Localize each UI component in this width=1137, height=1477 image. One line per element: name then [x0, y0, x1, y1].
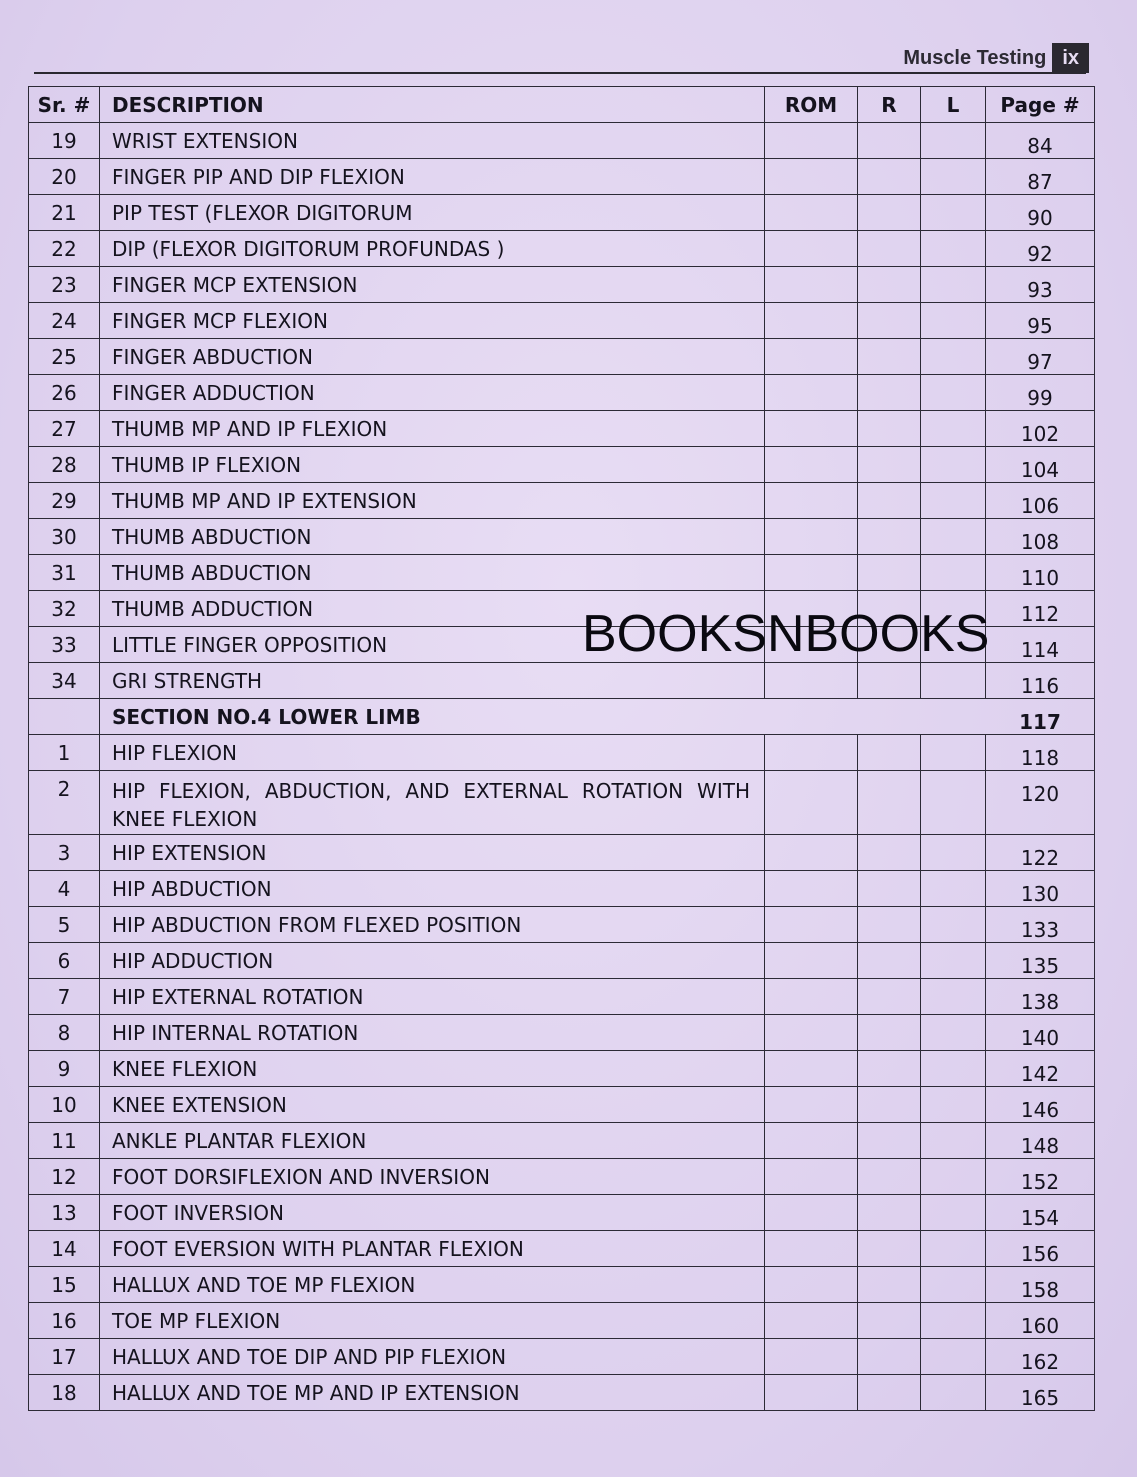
row-r-cell: [858, 1087, 921, 1123]
row-sr: 6: [29, 943, 100, 979]
row-page: [986, 907, 1095, 943]
row-page: [986, 835, 1095, 871]
row-r-cell: [858, 1159, 921, 1195]
row-page-number: 110: [1020, 565, 1060, 590]
table-row: [29, 447, 1095, 483]
row-page: [986, 943, 1095, 979]
row-description: WRIST EXTENSION: [100, 123, 765, 159]
row-description: FOOT INVERSION: [100, 1195, 765, 1231]
row-sr: 7: [29, 979, 100, 1015]
row-l-cell: [921, 1087, 986, 1123]
table-row: [29, 871, 1095, 907]
row-rom-cell: [765, 1267, 858, 1303]
row-r-cell: [858, 519, 921, 555]
row-page-number: 108: [1020, 529, 1060, 554]
row-page: [986, 1087, 1095, 1123]
row-rom-cell: [765, 735, 858, 771]
row-page: [986, 1051, 1095, 1087]
table-row: [29, 591, 1095, 627]
row-l-cell: [921, 771, 986, 835]
table-row: [29, 1087, 1095, 1123]
row-page: [986, 1159, 1095, 1195]
row-page-number: 112: [1020, 601, 1060, 626]
table-row: [29, 303, 1095, 339]
row-rom-cell: [765, 159, 858, 195]
row-description: FOOT DORSIFLEXION AND INVERSION: [100, 1159, 765, 1195]
row-l-cell: [921, 1303, 986, 1339]
row-r-cell: [858, 267, 921, 303]
row-l-cell: [921, 663, 986, 699]
row-rom-cell: [765, 195, 858, 231]
row-sr: 15: [29, 1267, 100, 1303]
row-sr: 19: [29, 123, 100, 159]
row-rom-cell: [765, 771, 858, 835]
row-l-cell: [921, 979, 986, 1015]
row-l-cell: [921, 627, 986, 663]
row-l-cell: [921, 339, 986, 375]
row-page: [986, 871, 1095, 907]
row-sr: 8: [29, 1015, 100, 1051]
row-sr: 34: [29, 663, 100, 699]
table-row: [29, 339, 1095, 375]
table-row: [29, 943, 1095, 979]
row-sr: 12: [29, 1159, 100, 1195]
section-page: [986, 699, 1095, 735]
row-l-cell: [921, 1339, 986, 1375]
row-sr: 30: [29, 519, 100, 555]
row-sr: 26: [29, 375, 100, 411]
row-page-number: 130: [1020, 881, 1060, 906]
table-row: [29, 735, 1095, 771]
row-page-number: 146: [1020, 1097, 1060, 1122]
table-body: [29, 123, 1095, 1411]
column-header-r: R: [858, 87, 921, 123]
row-l-cell: [921, 907, 986, 943]
row-page: [986, 483, 1095, 519]
row-l-cell: [921, 1159, 986, 1195]
row-r-cell: [858, 447, 921, 483]
row-page-number: 90: [1027, 205, 1053, 230]
row-l-cell: [921, 195, 986, 231]
row-rom-cell: [765, 627, 858, 663]
row-page-number: 102: [1020, 421, 1060, 446]
row-r-cell: [858, 1303, 921, 1339]
row-r-cell: [858, 979, 921, 1015]
row-page-number: 140: [1020, 1025, 1060, 1050]
row-r-cell: [858, 1123, 921, 1159]
row-l-cell: [921, 591, 986, 627]
row-page: [986, 123, 1095, 159]
row-page-number: 104: [1020, 457, 1060, 482]
row-page: [986, 1195, 1095, 1231]
row-sr: 28: [29, 447, 100, 483]
table-row: [29, 555, 1095, 591]
table-row: [29, 1303, 1095, 1339]
row-r-cell: [858, 735, 921, 771]
row-description: THUMB ABDUCTION: [100, 555, 765, 591]
row-page-number: 142: [1020, 1061, 1060, 1086]
table-row: [29, 627, 1095, 663]
row-sr: 13: [29, 1195, 100, 1231]
row-description: TOE MP FLEXION: [100, 1303, 765, 1339]
row-rom-cell: [765, 267, 858, 303]
row-page: [986, 663, 1095, 699]
row-rom-cell: [765, 1195, 858, 1231]
row-l-cell: [921, 267, 986, 303]
row-sr: 31: [29, 555, 100, 591]
row-l-cell: [921, 303, 986, 339]
row-description: HALLUX AND TOE DIP AND PIP FLEXION: [100, 1339, 765, 1375]
row-page-number: 165: [1020, 1385, 1060, 1410]
row-l-cell: [921, 1015, 986, 1051]
table-row: [29, 375, 1095, 411]
row-rom-cell: [765, 1087, 858, 1123]
running-header: [903, 44, 1089, 72]
row-l-cell: [921, 835, 986, 871]
row-page-number: 84: [1027, 133, 1053, 158]
row-page: [986, 1123, 1095, 1159]
row-l-cell: [921, 1267, 986, 1303]
table-row: [29, 519, 1095, 555]
row-l-cell: [921, 1195, 986, 1231]
row-page: [986, 627, 1095, 663]
table-row: [29, 835, 1095, 871]
row-l-cell: [921, 483, 986, 519]
table-row: [29, 1267, 1095, 1303]
row-rom-cell: [765, 1051, 858, 1087]
row-page-number: 99: [1027, 385, 1053, 410]
table-row: [29, 159, 1095, 195]
row-rom-cell: [765, 1231, 858, 1267]
row-description: FINGER ADDUCTION: [100, 375, 765, 411]
table-row: [29, 1339, 1095, 1375]
row-sr: 25: [29, 339, 100, 375]
table-row: [29, 1159, 1095, 1195]
row-page: [986, 1339, 1095, 1375]
row-rom-cell: [765, 871, 858, 907]
contents-table: [28, 86, 1095, 1411]
row-page-number: 138: [1020, 989, 1060, 1014]
row-description: HIP INTERNAL ROTATION: [100, 1015, 765, 1051]
row-page-number: 118: [1020, 745, 1060, 770]
row-page-number: 154: [1020, 1205, 1060, 1230]
row-page-number: 133: [1020, 917, 1060, 942]
row-page-number: 135: [1020, 953, 1060, 978]
row-rom-cell: [765, 1303, 858, 1339]
row-description: HIP ADDUCTION: [100, 943, 765, 979]
row-rom-cell: [765, 1375, 858, 1411]
row-l-cell: [921, 1123, 986, 1159]
row-page: [986, 979, 1095, 1015]
row-page: [986, 1231, 1095, 1267]
row-sr: 16: [29, 1303, 100, 1339]
row-r-cell: [858, 1267, 921, 1303]
section-page-number: 117: [1019, 709, 1061, 734]
row-page: [986, 231, 1095, 267]
column-header-description: DESCRIPTION: [100, 87, 765, 123]
section-title: SECTION NO.4 LOWER LIMB: [100, 699, 986, 735]
row-description: FOOT EVERSION WITH PLANTAR FLEXION: [100, 1231, 765, 1267]
column-header-rom: ROM: [765, 87, 858, 123]
row-l-cell: [921, 411, 986, 447]
row-page-number: 162: [1020, 1349, 1060, 1374]
row-l-cell: [921, 1231, 986, 1267]
row-sr: 23: [29, 267, 100, 303]
row-r-cell: [858, 303, 921, 339]
row-r-cell: [858, 1375, 921, 1411]
row-page: [986, 375, 1095, 411]
row-l-cell: [921, 123, 986, 159]
row-description: FINGER MCP FLEXION: [100, 303, 765, 339]
row-page: [986, 447, 1095, 483]
row-page-number: 114: [1020, 637, 1060, 662]
table-row: [29, 1195, 1095, 1231]
table-row: [29, 231, 1095, 267]
row-sr: 33: [29, 627, 100, 663]
row-description: HIP FLEXION, ABDUCTION, AND EXTERNAL ROTATION WITH KNEE FLEXION: [100, 771, 765, 835]
row-description: ANKLE PLANTAR FLEXION: [100, 1123, 765, 1159]
row-page-number: 158: [1020, 1277, 1060, 1302]
row-sr: 27: [29, 411, 100, 447]
row-description: HIP FLEXION: [100, 735, 765, 771]
row-page-number: 93: [1027, 277, 1053, 302]
row-l-cell: [921, 447, 986, 483]
row-rom-cell: [765, 835, 858, 871]
row-rom-cell: [765, 519, 858, 555]
row-rom-cell: [765, 1339, 858, 1375]
watermark: BOOKSNBOOKS: [582, 605, 990, 663]
row-l-cell: [921, 735, 986, 771]
row-page: [986, 303, 1095, 339]
row-description: THUMB ABDUCTION: [100, 519, 765, 555]
row-description: KNEE FLEXION: [100, 1051, 765, 1087]
column-header-page: Page #: [986, 87, 1095, 123]
row-r-cell: [858, 483, 921, 519]
row-description: DIP (FLEXOR DIGITORUM PROFUNDAS ): [100, 231, 765, 267]
table-row: [29, 1123, 1095, 1159]
row-rom-cell: [765, 591, 858, 627]
row-rom-cell: [765, 907, 858, 943]
row-sr: 4: [29, 871, 100, 907]
row-description: FINGER MCP EXTENSION: [100, 267, 765, 303]
table-row: [29, 979, 1095, 1015]
row-page: [986, 411, 1095, 447]
row-sr: 32: [29, 591, 100, 627]
row-page: [986, 1375, 1095, 1411]
row-r-cell: [858, 1051, 921, 1087]
row-page: [986, 591, 1095, 627]
row-page: [986, 1303, 1095, 1339]
row-rom-cell: [765, 303, 858, 339]
row-r-cell: [858, 195, 921, 231]
row-description: HIP EXTERNAL ROTATION: [100, 979, 765, 1015]
header-rule: [34, 72, 1086, 74]
row-rom-cell: [765, 1015, 858, 1051]
row-r-cell: [858, 663, 921, 699]
row-page: [986, 267, 1095, 303]
row-l-cell: [921, 1375, 986, 1411]
row-page: [986, 339, 1095, 375]
row-sr: 17: [29, 1339, 100, 1375]
row-description: KNEE EXTENSION: [100, 1087, 765, 1123]
row-sr: 21: [29, 195, 100, 231]
column-header-l: L: [921, 87, 986, 123]
row-r-cell: [858, 907, 921, 943]
section-sr-cell: [29, 699, 100, 735]
table-row: [29, 411, 1095, 447]
row-page-number: 122: [1020, 845, 1060, 870]
row-rom-cell: [765, 979, 858, 1015]
table-row: [29, 195, 1095, 231]
row-r-cell: [858, 943, 921, 979]
row-sr: 5: [29, 907, 100, 943]
row-rom-cell: [765, 555, 858, 591]
row-description: HIP ABDUCTION: [100, 871, 765, 907]
row-r-cell: [858, 591, 921, 627]
row-rom-cell: [765, 943, 858, 979]
row-r-cell: [858, 123, 921, 159]
row-r-cell: [858, 871, 921, 907]
row-rom-cell: [765, 483, 858, 519]
row-rom-cell: [765, 1159, 858, 1195]
row-sr: 3: [29, 835, 100, 871]
row-page: [986, 1267, 1095, 1303]
row-page-number: 160: [1020, 1313, 1060, 1338]
column-header-sr: Sr. #: [29, 87, 100, 123]
row-description: HIP ABDUCTION FROM FLEXED POSITION: [100, 907, 765, 943]
table-row: [29, 1015, 1095, 1051]
row-sr: 20: [29, 159, 100, 195]
row-page-number: 92: [1027, 241, 1053, 266]
table-row: [29, 483, 1095, 519]
row-page-number: 152: [1020, 1169, 1060, 1194]
row-page-number: 120: [1020, 782, 1060, 806]
section-row: [29, 699, 1095, 735]
row-sr: 2: [29, 771, 100, 835]
row-rom-cell: [765, 231, 858, 267]
row-sr: 9: [29, 1051, 100, 1087]
header-title: Muscle Testing: [903, 46, 1047, 69]
row-r-cell: [858, 1015, 921, 1051]
row-page: [986, 555, 1095, 591]
row-sr: 1: [29, 735, 100, 771]
row-r-cell: [858, 375, 921, 411]
table-header-row: [29, 87, 1095, 123]
row-r-cell: [858, 231, 921, 267]
row-l-cell: [921, 1051, 986, 1087]
row-r-cell: [858, 771, 921, 835]
row-description: PIP TEST (FLEXOR DIGITORUM: [100, 195, 765, 231]
row-page: [986, 771, 1095, 835]
row-r-cell: [858, 1231, 921, 1267]
row-l-cell: [921, 375, 986, 411]
row-sr: 29: [29, 483, 100, 519]
row-l-cell: [921, 943, 986, 979]
row-sr: 10: [29, 1087, 100, 1123]
row-sr: 24: [29, 303, 100, 339]
row-page-number: 87: [1027, 169, 1053, 194]
row-r-cell: [858, 411, 921, 447]
row-page: [986, 735, 1095, 771]
row-description: HALLUX AND TOE MP AND IP EXTENSION: [100, 1375, 765, 1411]
row-page-number: 106: [1020, 493, 1060, 518]
page-number-badge: ix: [1052, 43, 1089, 73]
row-sr: 11: [29, 1123, 100, 1159]
row-r-cell: [858, 1339, 921, 1375]
table-row: [29, 663, 1095, 699]
table-row: [29, 1375, 1095, 1411]
row-page-number: 116: [1020, 673, 1060, 698]
row-page: [986, 195, 1095, 231]
row-r-cell: [858, 627, 921, 663]
row-page-number: 148: [1020, 1133, 1060, 1158]
row-description: THUMB IP FLEXION: [100, 447, 765, 483]
row-description: FINGER ABDUCTION: [100, 339, 765, 375]
row-description: GRI STRENGTH: [100, 663, 765, 699]
row-l-cell: [921, 159, 986, 195]
row-l-cell: [921, 555, 986, 591]
row-page: [986, 159, 1095, 195]
row-rom-cell: [765, 339, 858, 375]
row-sr: 14: [29, 1231, 100, 1267]
row-rom-cell: [765, 375, 858, 411]
table-row: [29, 1231, 1095, 1267]
row-rom-cell: [765, 123, 858, 159]
row-sr: 22: [29, 231, 100, 267]
table-row: [29, 771, 1095, 835]
row-page-number: 156: [1020, 1241, 1060, 1266]
table-row: [29, 123, 1095, 159]
table-row: [29, 907, 1095, 943]
row-description: THUMB MP AND IP FLEXION: [100, 411, 765, 447]
row-r-cell: [858, 835, 921, 871]
row-description: FINGER PIP AND DIP FLEXION: [100, 159, 765, 195]
row-description: HALLUX AND TOE MP FLEXION: [100, 1267, 765, 1303]
row-page-number: 97: [1027, 349, 1053, 374]
row-description: LITTLE FINGER OPPOSITION: [100, 627, 765, 663]
row-sr: 18: [29, 1375, 100, 1411]
row-r-cell: [858, 1195, 921, 1231]
table-row: [29, 267, 1095, 303]
row-l-cell: [921, 231, 986, 267]
row-l-cell: [921, 871, 986, 907]
row-r-cell: [858, 339, 921, 375]
row-r-cell: [858, 555, 921, 591]
row-r-cell: [858, 159, 921, 195]
row-rom-cell: [765, 447, 858, 483]
table-row: [29, 1051, 1095, 1087]
row-page: [986, 519, 1095, 555]
row-rom-cell: [765, 663, 858, 699]
row-description: THUMB MP AND IP EXTENSION: [100, 483, 765, 519]
row-page: [986, 1015, 1095, 1051]
row-description: HIP EXTENSION: [100, 835, 765, 871]
row-rom-cell: [765, 411, 858, 447]
row-description: THUMB ADDUCTION: [100, 591, 765, 627]
row-l-cell: [921, 519, 986, 555]
row-rom-cell: [765, 1123, 858, 1159]
row-page-number: 95: [1027, 313, 1053, 338]
